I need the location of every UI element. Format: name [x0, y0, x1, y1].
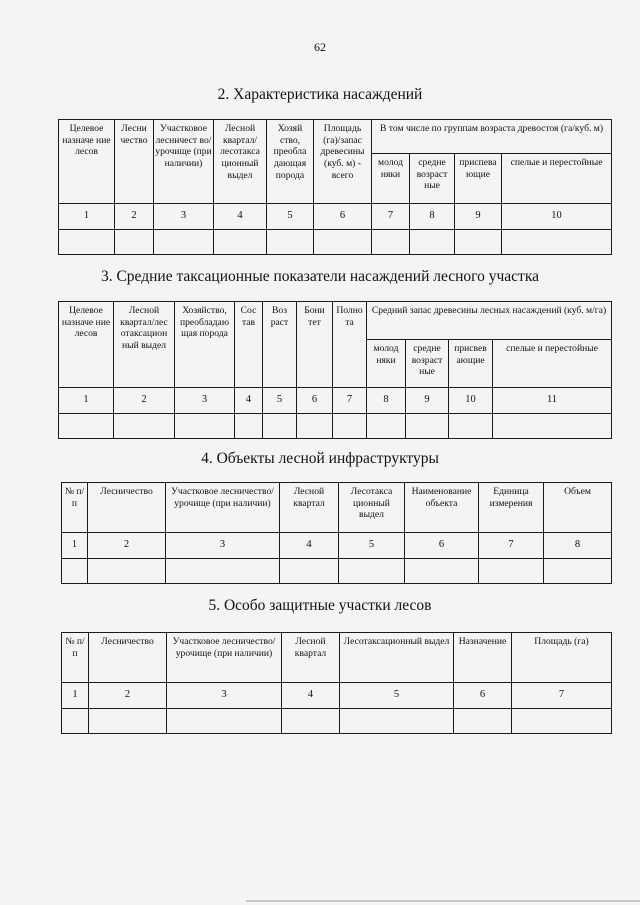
header-age: Воз раст	[263, 302, 297, 388]
empty-cell	[59, 230, 115, 255]
column-number: 2	[88, 533, 166, 559]
header-middle-aged: средне возраст ные	[406, 340, 449, 388]
empty-cell	[62, 709, 89, 734]
empty-cell	[454, 709, 512, 734]
column-number: 3	[166, 533, 280, 559]
header-row-number: № п/п	[62, 633, 89, 683]
header-composition: Сос тав	[235, 302, 263, 388]
table-mean-inventory-indicators	[58, 301, 612, 439]
table-protected-areas	[61, 632, 612, 734]
column-number: 10	[502, 204, 612, 230]
column-number: 3	[175, 388, 235, 414]
column-number: 2	[115, 204, 154, 230]
section-2-title: 2. Характеристика насаждений	[217, 86, 423, 103]
header-district-forestry: Участковое лесничест во/урочище (при наличии)	[154, 120, 214, 204]
empty-cell	[493, 414, 612, 439]
header-young: молод няки	[367, 340, 406, 388]
column-number: 2	[114, 388, 175, 414]
header-allotment: Лесотаксационный выдел	[340, 633, 454, 683]
page-edge-line	[246, 900, 640, 902]
empty-cell	[512, 709, 612, 734]
column-number: 5	[267, 204, 314, 230]
empty-cell	[314, 230, 372, 255]
header-district-forestry: Участковое лесничество/ урочище (при наличии)	[166, 483, 280, 533]
header-premature: присвев ающие	[449, 340, 493, 388]
empty-cell	[449, 414, 493, 439]
empty-cell	[339, 559, 405, 584]
empty-cell	[372, 230, 410, 255]
header-quarter-allotment: Лесной квартал/лес отаксацион ный выдел	[114, 302, 175, 388]
header-density: Полно та	[333, 302, 367, 388]
column-number: 2	[89, 683, 167, 709]
section-4-title: 4. Объекты лесной инфраструктуры	[201, 450, 439, 467]
empty-cell	[267, 230, 314, 255]
column-number: 5	[340, 683, 454, 709]
empty-cell	[166, 559, 280, 584]
column-number: 4	[214, 204, 267, 230]
header-quarter: Лесной квартал	[280, 483, 339, 533]
table-infrastructure	[61, 482, 612, 584]
column-number: 6	[297, 388, 333, 414]
header-middle-aged: средне возраст ные	[410, 154, 455, 204]
empty-cell	[502, 230, 612, 255]
column-number: 1	[62, 683, 89, 709]
empty-cell	[282, 709, 340, 734]
column-number: 3	[154, 204, 214, 230]
header-forestry: Лесничество	[88, 483, 166, 533]
header-volume: Объем	[544, 483, 612, 533]
header-forestry: Лесничество	[89, 633, 167, 683]
header-unit: Единица измерения	[479, 483, 544, 533]
column-number: 4	[235, 388, 263, 414]
column-number: 1	[59, 204, 115, 230]
empty-cell	[297, 414, 333, 439]
column-number: 4	[282, 683, 340, 709]
column-number: 11	[493, 388, 612, 414]
empty-cell	[175, 414, 235, 439]
header-site-class: Бони тет	[297, 302, 333, 388]
header-quarter: Лесной квартал	[282, 633, 340, 683]
empty-cell	[154, 230, 214, 255]
empty-cell	[235, 414, 263, 439]
empty-cell	[479, 559, 544, 584]
column-number: 3	[167, 683, 282, 709]
empty-cell	[263, 414, 297, 439]
column-number: 7	[479, 533, 544, 559]
header-forestry: Лесни чество	[115, 120, 154, 204]
column-number: 6	[454, 683, 512, 709]
page-number: 62	[314, 40, 326, 54]
header-young: молод няки	[372, 154, 410, 204]
column-number: 8	[544, 533, 612, 559]
header-object-name: Наименование объекта	[405, 483, 479, 533]
empty-cell	[114, 414, 175, 439]
empty-cell	[367, 414, 406, 439]
header-age-groups: В том числе по группам возраста древостоя (га/куб. м)	[372, 120, 612, 154]
empty-cell	[214, 230, 267, 255]
empty-cell	[89, 709, 167, 734]
column-number: 7	[512, 683, 612, 709]
column-number: 4	[280, 533, 339, 559]
header-area: Площадь (га)	[512, 633, 612, 683]
empty-cell	[280, 559, 339, 584]
header-allotment: Лесотакса ционный выдел	[339, 483, 405, 533]
empty-cell	[410, 230, 455, 255]
empty-cell	[405, 559, 479, 584]
column-number: 10	[449, 388, 493, 414]
header-premature: приспева ющие	[455, 154, 502, 204]
empty-cell	[88, 559, 166, 584]
header-dominant-species: Хозяйство, преобладаю щая порода	[175, 302, 235, 388]
column-number: 1	[62, 533, 88, 559]
empty-cell	[455, 230, 502, 255]
column-number: 6	[405, 533, 479, 559]
header-purpose: Целевое назначе ние лесов	[59, 302, 114, 388]
column-number: 8	[367, 388, 406, 414]
empty-cell	[62, 559, 88, 584]
column-number: 1	[59, 388, 114, 414]
column-number: 6	[314, 204, 372, 230]
table-stand-characteristics	[58, 119, 612, 255]
section-3-title: 3. Средние таксационные показатели насаждений лесного участка	[100, 268, 540, 285]
column-number: 9	[406, 388, 449, 414]
empty-cell	[406, 414, 449, 439]
header-mature-overmature: спелые и перестойные	[493, 340, 612, 388]
column-number: 5	[339, 533, 405, 559]
column-number: 8	[410, 204, 455, 230]
empty-cell	[340, 709, 454, 734]
empty-cell	[167, 709, 282, 734]
column-number: 7	[333, 388, 367, 414]
empty-cell	[59, 414, 114, 439]
header-mean-stock: Средний запас древесины лесных насаждений (куб. м/га)	[367, 302, 612, 340]
header-row-number: № п/п	[62, 483, 88, 533]
column-number: 9	[455, 204, 502, 230]
header-quarter-allotment: Лесной квартал/ лесотакса ционный выдел	[214, 120, 267, 204]
column-number: 7	[372, 204, 410, 230]
header-purpose: Целевое назначе ние лесов	[59, 120, 115, 204]
header-mature-overmature: спелые и перестойные	[502, 154, 612, 204]
header-district-forestry: Участковое лесничество/урочище (при наличии)	[167, 633, 282, 683]
column-number: 5	[263, 388, 297, 414]
empty-cell	[544, 559, 612, 584]
empty-cell	[115, 230, 154, 255]
header-dominant-species: Хозяй ство, преобла дающая порода	[267, 120, 314, 204]
empty-cell	[333, 414, 367, 439]
header-area-stock: Площадь (га)/запас древесины (куб. м) - всего	[314, 120, 372, 204]
section-5-title: 5. Особо защитные участки лесов	[208, 597, 432, 614]
header-purpose: Назначение	[454, 633, 512, 683]
